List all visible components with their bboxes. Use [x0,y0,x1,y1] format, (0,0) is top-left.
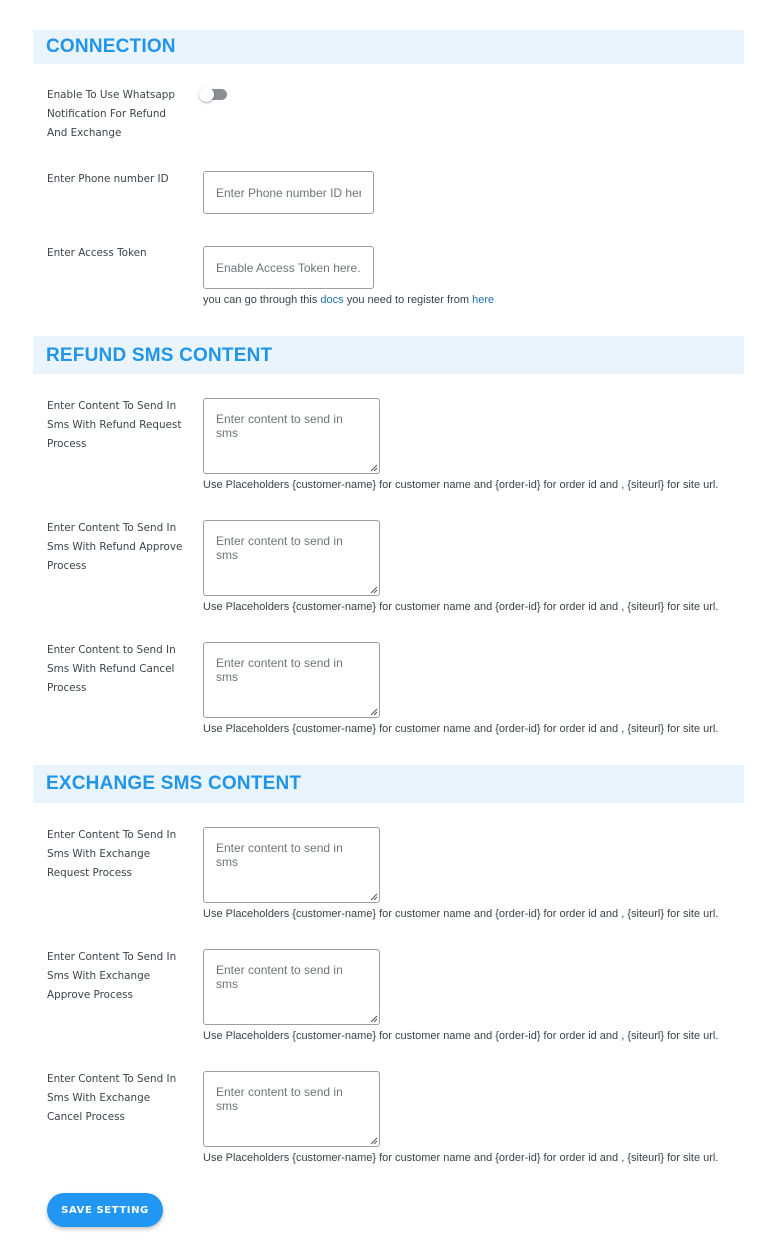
refund-request-textarea[interactable] [203,398,380,474]
whatsapp-toggle-label: Enable To Use Whatsapp Notification For Refund And Exchange [47,89,175,139]
resize-grip-icon[interactable] [369,463,378,472]
exchange-section-header [33,765,744,803]
exchange-approve-textarea[interactable] [203,949,380,1025]
exchange-request-hint: Use Placeholders {customer-name} for customer name and {order-id} for order id and , {siteurl} for site url. [203,908,719,920]
exchange-cancel-hint: Use Placeholders {customer-name} for customer name and {order-id} for order id and , {siteurl} for site url. [203,1152,719,1164]
exchange-section-title: EXCHANGE SMS CONTENT [46,773,302,794]
refund-approve-textarea[interactable] [203,520,380,596]
refund-request-label: Enter Content To Send In Sms With Refund Request Process [47,400,182,450]
refund-cancel-hint: Use Placeholders {customer-name} for customer name and {order-id} for order id and , {siteurl} for site url. [203,723,719,735]
resize-grip-icon[interactable] [369,892,378,901]
refund-cancel-textarea[interactable] [203,642,380,718]
refund-cancel-label: Enter Content to Send In Sms With Refund Cancel Process [47,644,176,694]
whatsapp-notification-toggle[interactable] [199,88,229,101]
exchange-approve-hint: Use Placeholders {customer-name} for customer name and {order-id} for order id and , {siteurl} for site url. [203,1030,719,1042]
resize-grip-icon[interactable] [369,1136,378,1145]
access-token-label: Enter Access Token [47,247,147,259]
refund-section-title: REFUND SMS CONTENT [46,345,273,366]
docs-link[interactable]: docs [320,294,344,306]
access-token-input[interactable] [203,246,374,289]
refund-approve-label: Enter Content To Send In Sms With Refund Approve Process [47,522,183,572]
toggle-knob [199,87,214,102]
help-text-before: you can go through this [203,294,321,306]
connection-section-header [33,30,744,64]
save-setting-button[interactable]: SAVE SETTING [47,1193,163,1227]
exchange-request-textarea[interactable] [203,827,380,903]
connection-section-title: CONNECTION [46,36,176,57]
phone-number-input[interactable] [203,171,374,214]
refund-section-header [33,336,744,374]
phone-number-label: Enter Phone number ID [47,173,169,185]
resize-grip-icon[interactable] [369,585,378,594]
exchange-cancel-textarea[interactable] [203,1071,380,1147]
refund-request-hint: Use Placeholders {customer-name} for customer name and {order-id} for order id and , {siteurl} for site url. [203,479,719,491]
here-link[interactable]: here [472,294,495,306]
resize-grip-icon[interactable] [369,1014,378,1023]
exchange-cancel-label: Enter Content To Send In Sms With Exchange Cancel Process [47,1073,177,1123]
exchange-request-label: Enter Content To Send In Sms With Exchange Request Process [47,829,177,879]
register-help-text [203,294,494,306]
resize-grip-icon[interactable] [369,707,378,716]
exchange-approve-label: Enter Content To Send In Sms With Exchange Approve Process [47,951,177,1001]
help-text-middle: you need to register from [343,294,473,306]
refund-approve-hint: Use Placeholders {customer-name} for customer name and {order-id} for order id and , {siteurl} for site url. [203,601,719,613]
